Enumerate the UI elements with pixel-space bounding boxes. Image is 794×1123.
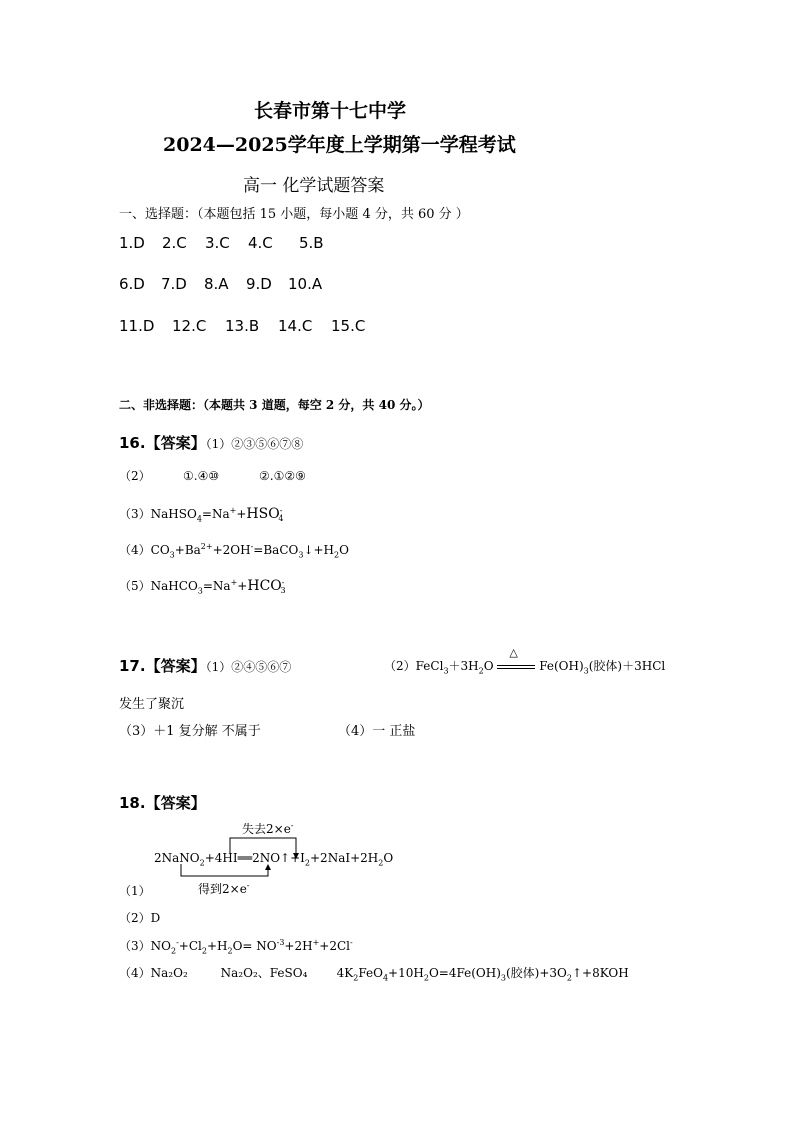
answer-2: 2.C [162, 234, 187, 252]
q16-part2-label: （2） [119, 469, 151, 483]
mc-row-2 [119, 275, 322, 293]
q18-tag: 【答案】 [145, 794, 206, 812]
q16-header [119, 432, 303, 453]
q16-part3 [119, 505, 283, 523]
exam-title: 2024—2025学年度上学期第一学程考试 [163, 134, 516, 156]
lose-electron-label: 失去2×e- [242, 821, 294, 836]
section2-title: 二、非选择题：（本题共 3 道题，每空 2 分，共 40 分。） [119, 398, 430, 412]
q16-part4-label: （4） [119, 543, 151, 557]
q16-part2 [119, 467, 306, 484]
q17-tag: 【答案】 [145, 657, 206, 675]
electron-transfer-diagram [154, 818, 394, 898]
school-title: 长春市第十七中学 [254, 100, 407, 122]
mc-row-3 [119, 317, 365, 335]
answer-13: 13.B [225, 317, 260, 335]
q18-part4-a: Na₂O₂ [150, 966, 188, 980]
answer-6: 6.D [119, 275, 145, 293]
answer-subtitle: 高一 化学试题答案 [243, 176, 385, 196]
q16-part2-b: ②.①②⑨ [259, 469, 306, 483]
answer-1: 1.D [119, 234, 145, 252]
q17-header [119, 655, 291, 676]
q17-part4: （4）一 正盐 [338, 724, 416, 739]
q16-part4 [119, 541, 349, 559]
answer-14: 14.C [278, 317, 313, 335]
q18-part3-label: （3） [119, 939, 151, 953]
q16-part3-label: （3） [119, 507, 151, 521]
q16-part5-label: （5） [119, 579, 151, 593]
q18-number: 18. [119, 794, 146, 812]
answer-11: 11.D [119, 317, 155, 335]
gain-electron-label: 得到2×e- [198, 881, 250, 896]
q18-part4 [119, 964, 629, 982]
answer-9: 9.D [246, 275, 272, 293]
mc-row-1 [119, 234, 324, 252]
answer-5: 5.B [299, 234, 324, 252]
answer-15: 15.C [331, 317, 366, 335]
q17-number: 17. [119, 657, 146, 675]
q18-part4-label: （4） [119, 966, 151, 980]
section1-title: 一、选择题：（本题包括 15 小题，每小题 4 分，共 60 分 ） [119, 207, 469, 222]
answer-4: 4.C [248, 234, 273, 252]
q16-part3-equation: $NaHSO_4=Na^++HSO^-_4$ [150, 506, 284, 524]
q18-part3 [119, 937, 353, 955]
answer-10: 10.A [288, 275, 323, 293]
q18-part4-equation: $4K_2FeO_4+10H_2O=4Fe(OH)_3$(胶体)$+3O_2↑+8KOH$ [336, 966, 629, 983]
q17-part2-label: （2） [384, 659, 416, 673]
q17-part2-tail: 发生了聚沉 [119, 697, 185, 712]
answer-3: 3.C [205, 234, 230, 252]
q16-part5 [119, 577, 286, 595]
q18-part3-equation: $NO_2^-+Cl_2+H_2O= NO^{-3}+2H^++2Cl^-$ [150, 938, 353, 956]
answer-12: 12.C [172, 317, 207, 335]
q17-part3: （3）＋1 复分解 不属于 [119, 724, 261, 739]
q18-part2: （2）D [119, 911, 161, 925]
q16-part4-equation: $CO_3+Ba^{2+}+2OH^-=BaCO_3↓+H_2O$ [150, 542, 349, 560]
redox-equation: $2NaNO_2+4HI══2NO↑+I_2+2NaI+2H_2O$ [154, 851, 394, 868]
q17-part1: （1）②④⑤⑥⑦ [205, 660, 292, 674]
q18-part4-b: Na₂O₂、FeSO₄ [220, 966, 308, 980]
q16-number: 16. [119, 434, 146, 452]
heat-equals-sign: △ [497, 660, 535, 674]
q18-part1: （1） [119, 884, 151, 898]
q16-part1: （1）②③⑤⑥⑦⑧ [205, 437, 304, 451]
q16-part2-a: ①.④⑩ [183, 469, 220, 483]
answer-8: 8.A [204, 275, 229, 293]
q16-tag: 【答案】 [145, 434, 206, 452]
q18-header [119, 792, 206, 813]
q16-part5-equation: $NaHCO_3=Na^++HCO^-_3$ [150, 578, 286, 596]
q17-part2-equation: $FeCl_3+3H_2O$ △ $Fe(OH)_3$(胶体)＋3HCl [415, 645, 666, 676]
q17-part2 [384, 645, 666, 676]
answer-7: 7.D [161, 275, 187, 293]
